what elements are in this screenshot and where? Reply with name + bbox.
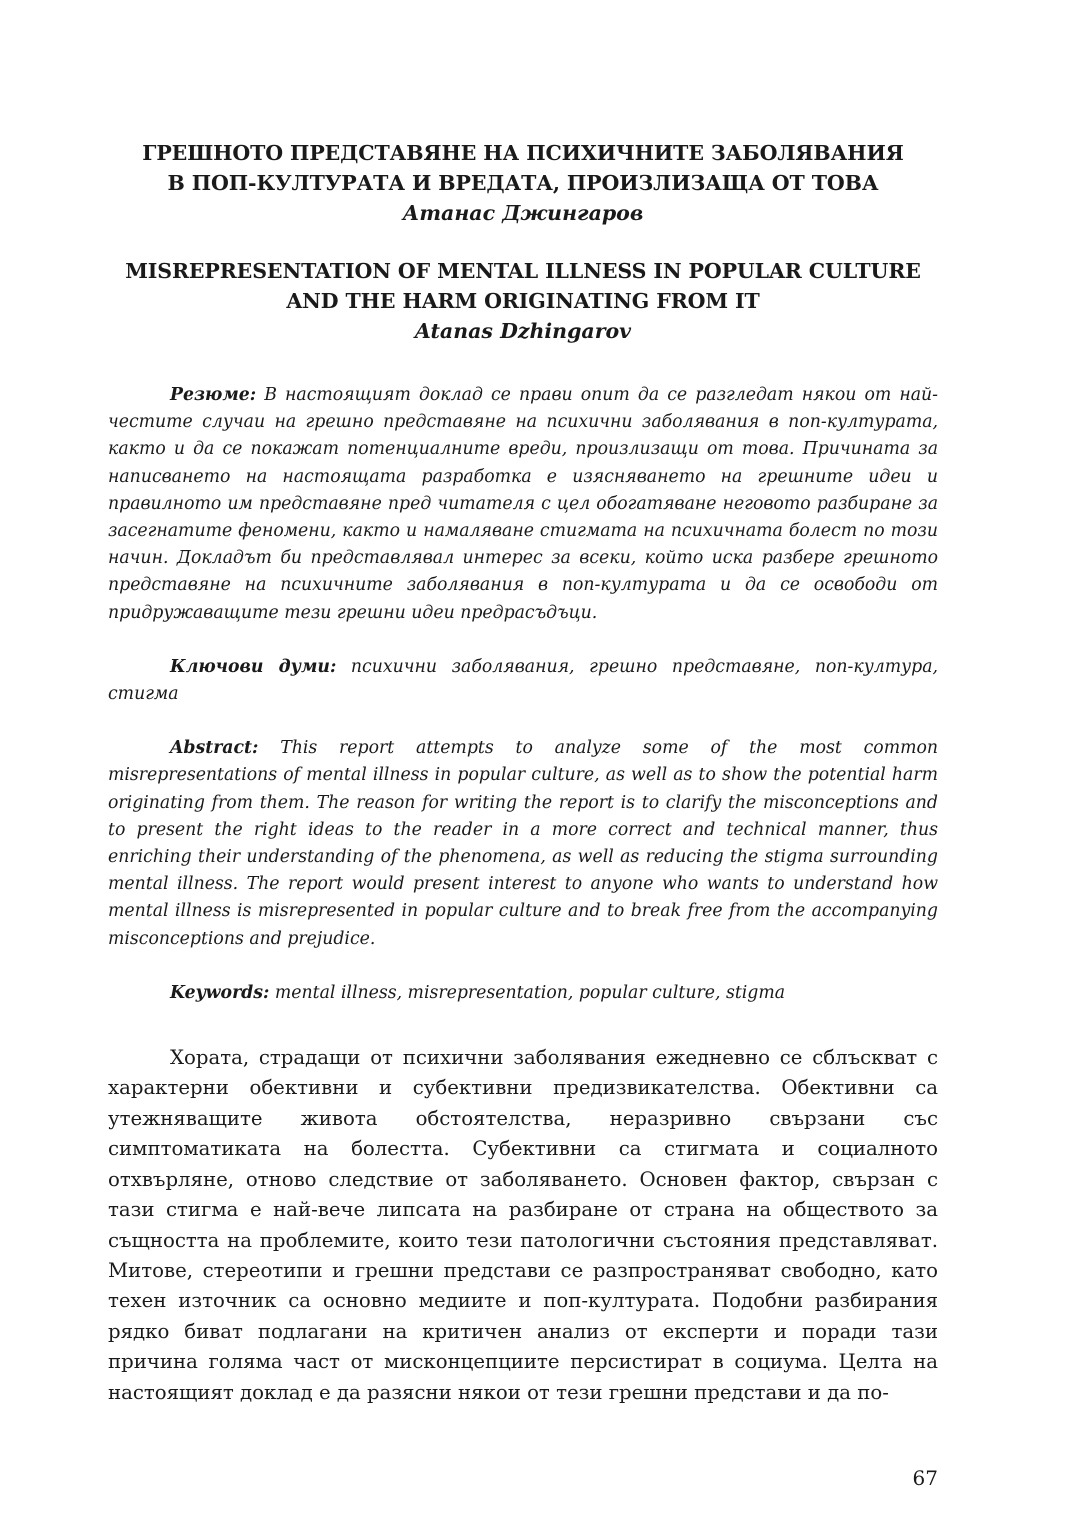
title-en-line-2: AND THE HARM ORIGINATING FROM IT [286, 289, 760, 313]
abstract-label: Abstract: [170, 738, 259, 759]
title-bg-line-1: ГРЕШНОТО ПРЕДСТАВЯНЕ НА ПСИХИЧНИТЕ ЗАБОЛЯВАНИЯ [142, 141, 904, 165]
document-page [108, 138, 938, 1408]
abstract-paragraph [108, 735, 938, 953]
keywords-en-paragraph [108, 980, 938, 1007]
keywords-bg-text: психични заболявания, грешно представяне, поп-култура, стигма [108, 656, 938, 705]
title-block-bg [108, 138, 938, 228]
keywords-en-label: Keywords: [170, 982, 270, 1003]
title-bg-line-2: В ПОП-КУЛТУРАТА И ВРЕДАТА, ПРОИЗЛИЗАЩА ОТ ТОВА [167, 171, 879, 195]
abstract-text: This report attempts to analyze some of the most common misrepresentations of mental illness in popular culture, as well as to show the potential harm originating from them. The reason for writing the report is to clarify the misconceptions and to present the right ideas to the reader in a more correct and technical manner, thus enriching their understanding of the phenomena, as well as reducing the stigma surrounding mental illness. The report would present interest to anyone who wants to understand how mental illness is misrepresented in popular culture and to break free from the accompanying misconceptions and prejudice. [108, 738, 938, 949]
body-paragraph-1: Хората, страдащи от психични заболявания ежедневно се сблъскват с характерни обективни и субективни предизвикателства. Обективни са утежняващите живота обстоятелства, неразривно свързани със симптоматиката на болестта. Субективни са стигмата и социалното отхвърляне, отново следствие от заболяването. Основен фактор, свързан с тази стигма е най-вече липсата на разбиране от страна на обществото за същността на проблемите, които тези патологични състояния представляват. Митове, стереотипи и грешни представи се разпространяват свободно, като техен източник са основно медиите и поп-културата. Подобни разбирания рядко биват подлагани на критичен анализ от експерти и поради тази причина голяма част от мисконцепциите персистират в социума. Целта на настоящият доклад е да разясни някои от тези грешни представи и да по- [108, 1046, 938, 1404]
title-block-en [108, 256, 938, 346]
author-en: Atanas Dzhingarov [414, 319, 632, 343]
keywords-bg-paragraph [108, 654, 938, 708]
keywords-bg-label: Ключови думи: [170, 656, 337, 677]
resume-label: Резюме: [170, 385, 257, 405]
keywords-en-text: mental illness, misrepresentation, popular culture, stigma [269, 982, 786, 1003]
resume-paragraph [108, 382, 938, 627]
page-number: 67 [912, 1466, 938, 1490]
author-bg: Атанас Джингаров [402, 201, 644, 225]
title-en-line-1: MISREPRESENTATION OF MENTAL ILLNESS IN POPULAR CULTURE [125, 259, 921, 283]
resume-text: В настоящият доклад се прави опит да се разгледат някои от най-честите случаи на грешно представяне на психични заболявания в поп-културата, както и да се покажат потенциалните вреди, произлизащи от това. Причината за написването на настоящата разработка е изясняването на грешните идеи и правилното им представяне пред читателя с цел обогатяване неговото разбиране за засегнатите феномени, както и намаляване стигмата на психичната болест по този начин. Докладът би представлявал интерес за всеки, който иска разбере грешното представяне на психичните заболявания в поп-културата и да се освободи от придружаващите тези грешни идеи предрасъдъци. [108, 385, 938, 623]
